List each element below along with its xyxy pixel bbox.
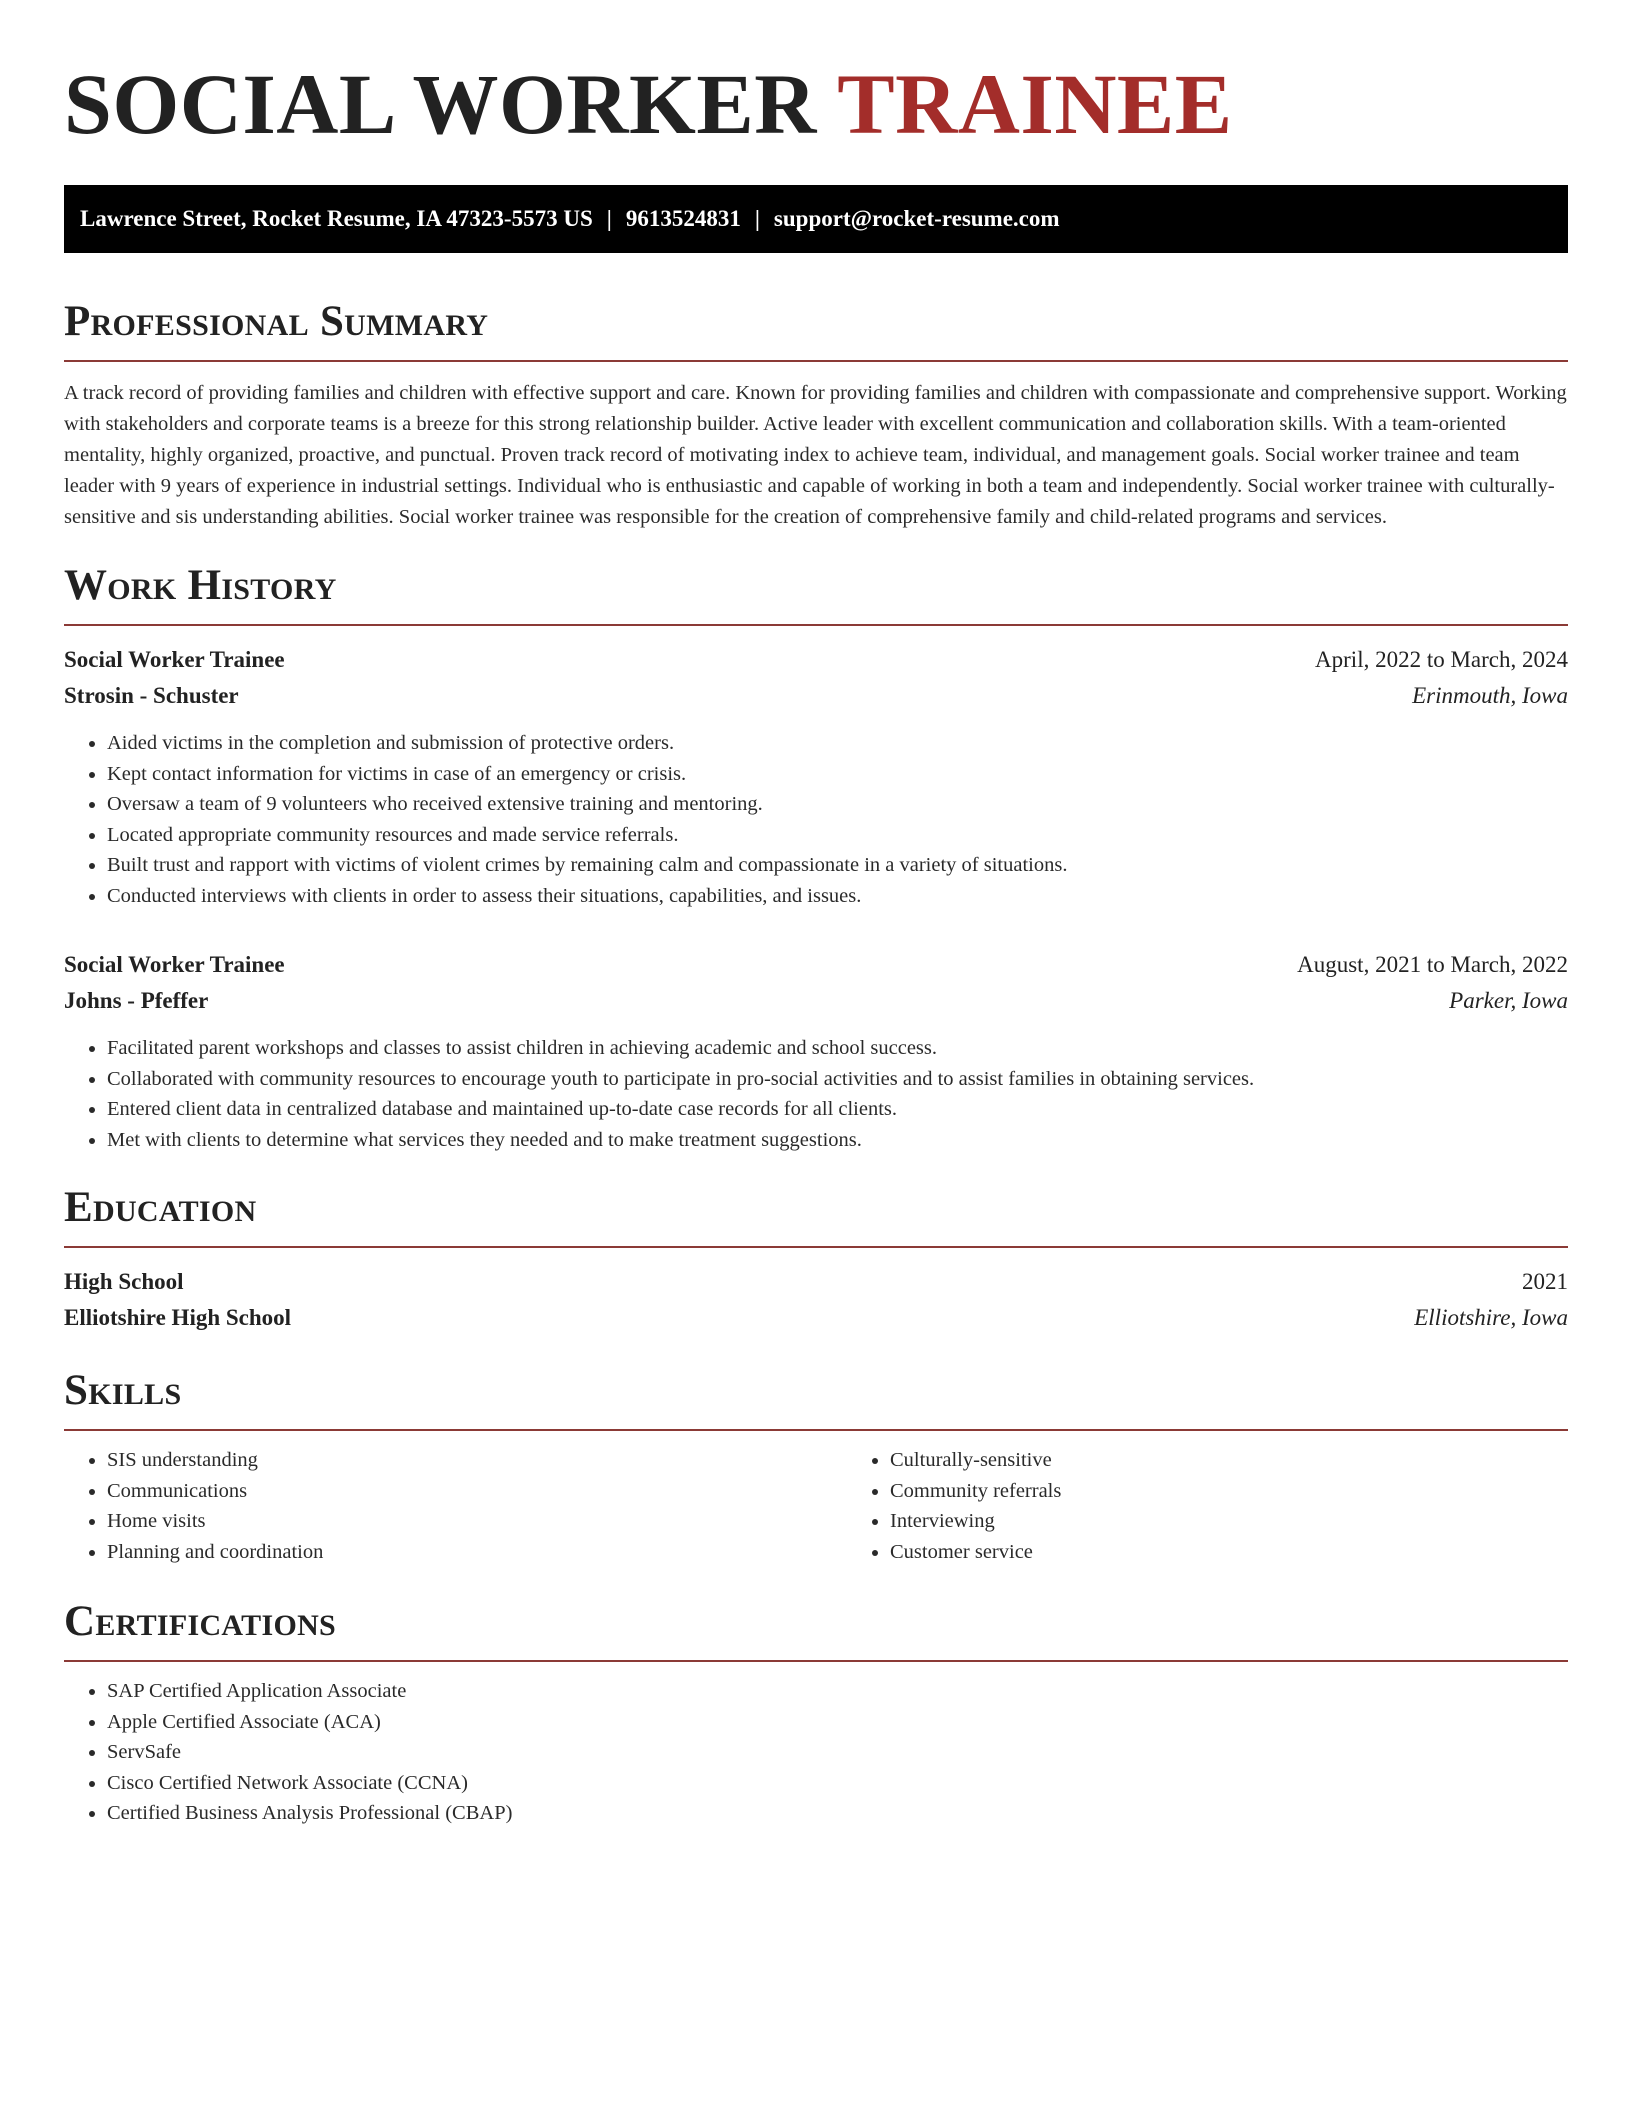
job-bullet: • Located appropriate community resources and made service referrals. (107, 820, 1568, 851)
job-entry (64, 642, 1568, 911)
job-company-row (64, 983, 1568, 1019)
section-divider (64, 360, 1568, 362)
contact-bar (64, 185, 1568, 253)
job-company: Johns - Pfeffer (64, 988, 209, 1013)
job-bullets (64, 1033, 1568, 1155)
job-bullet: • Conducted interviews with clients in order to assess their situations, capabilities, and issues. (107, 881, 1568, 912)
job-company-row (64, 678, 1568, 714)
certification-item: • SAP Certified Application Associate (107, 1676, 1568, 1707)
skills-section (64, 1366, 1568, 1567)
education-section (64, 1183, 1568, 1336)
section-divider (64, 1246, 1568, 1248)
contact-separator: | (606, 206, 612, 231)
skill-item: • Community referrals (890, 1476, 1568, 1507)
skill-item: • Customer service (890, 1537, 1568, 1568)
skill-item: • Culturally-sensitive (890, 1445, 1568, 1476)
education-school: Elliotshire High School (64, 1305, 292, 1330)
certification-item: • Cisco Certified Network Associate (CCNA) (107, 1768, 1568, 1799)
certification-item: • Apple Certified Associate (ACA) (107, 1707, 1568, 1738)
job-role: Social Worker Trainee (64, 952, 285, 977)
skill-item: • Interviewing (890, 1506, 1568, 1537)
certifications-list (64, 1676, 1568, 1829)
skills-list-column-1 (64, 1445, 847, 1567)
job-company: Strosin - Schuster (64, 683, 239, 708)
job-bullet: • Facilitated parent workshops and classes to assist children in achieving academic and school success. (107, 1033, 1568, 1064)
section-title-skills: Skills (64, 1367, 182, 1414)
contact-phone: 9613524831 (625, 206, 741, 231)
certifications-section (64, 1597, 1568, 1829)
job-location: Parker, Iowa (1449, 988, 1568, 1013)
job-bullet: • Entered client data in centralized database and maintained up-to-date case records for all clients. (107, 1094, 1568, 1125)
contact-email: support@rocket-resume.com (773, 206, 1060, 231)
skill-item: • SIS understanding (107, 1445, 847, 1476)
resume-name (64, 56, 1568, 152)
skills-columns (64, 1445, 1568, 1567)
section-title-work-history: Work History (64, 562, 337, 609)
skills-list-column-2 (847, 1445, 1568, 1567)
summary-section (64, 297, 1568, 533)
summary-text: A track record of providing families and children with effective support and care. Known for providing families and children with compassionate and comprehensive support. Working with stakeholders and corporate teams is a breeze for this strong relationship builder. Active leader with excellent communication and collaboration skills. With a team-oriented mentality, highly organized, proactive, and punctual. Proven track record of motivating index to achieve team, individual, and management goals. Social worker trainee and team leader with 9 years of experience in industrial settings. Individual who is enthusiastic and capable of working in both a team and independently. Social worker trainee with culturally-sensitive and sis understanding abilities. Social worker trainee was responsible for the creation of comprehensive family and child-related programs and services. (64, 382, 1567, 528)
contact-separator: | (754, 206, 760, 231)
certification-item: • Certified Business Analysis Professional (CBAP) (107, 1798, 1568, 1829)
job-dates: April, 2022 to March, 2024 (1315, 647, 1568, 672)
section-title-education: Education (64, 1184, 257, 1231)
job-bullet: • Oversaw a team of 9 volunteers who received extensive training and mentoring. (107, 789, 1568, 820)
certification-item: • ServSafe (107, 1737, 1568, 1768)
job-location: Erinmouth, Iowa (1412, 683, 1568, 708)
education-year: 2021 (1522, 1269, 1568, 1294)
education-degree: High School (64, 1269, 184, 1294)
job-bullet: • Aided victims in the completion and submission of protective orders. (107, 728, 1568, 759)
job-dates: August, 2021 to March, 2022 (1297, 952, 1568, 977)
skill-item: • Planning and coordination (107, 1537, 847, 1568)
job-bullet: • Built trust and rapport with victims of violent crimes by remaining calm and compassionate in a variety of situations. (107, 850, 1568, 881)
education-entry (64, 1264, 1568, 1336)
contact-address: Lawrence Street, Rocket Resume, IA 47323-5573 US (80, 206, 593, 231)
name-main: SOCIAL WORKER (64, 56, 817, 152)
education-header-row (64, 1264, 1568, 1300)
section-title-certifications: Certifications (64, 1598, 337, 1645)
section-divider (64, 1429, 1568, 1431)
section-title-summary: Professional Summary (64, 298, 489, 345)
job-header-row (64, 947, 1568, 983)
education-location: Elliotshire, Iowa (1414, 1305, 1568, 1330)
job-bullet: • Met with clients to determine what services they needed and to make treatment suggestions. (107, 1125, 1568, 1156)
section-divider (64, 624, 1568, 626)
skill-item: • Communications (107, 1476, 847, 1507)
job-bullets (64, 728, 1568, 911)
job-bullet: • Kept contact information for victims in case of an emergency or crisis. (107, 759, 1568, 790)
work-history-section (64, 561, 1568, 1155)
job-role: Social Worker Trainee (64, 647, 285, 672)
section-divider (64, 1660, 1568, 1662)
education-school-row (64, 1300, 1568, 1336)
job-header-row (64, 642, 1568, 678)
name-accent: TRAINEE (837, 56, 1233, 152)
job-entry (64, 947, 1568, 1155)
skill-item: • Home visits (107, 1506, 847, 1537)
job-bullet: • Collaborated with community resources to encourage youth to participate in pro-social activities and to assist families in obtaining services. (107, 1064, 1568, 1095)
